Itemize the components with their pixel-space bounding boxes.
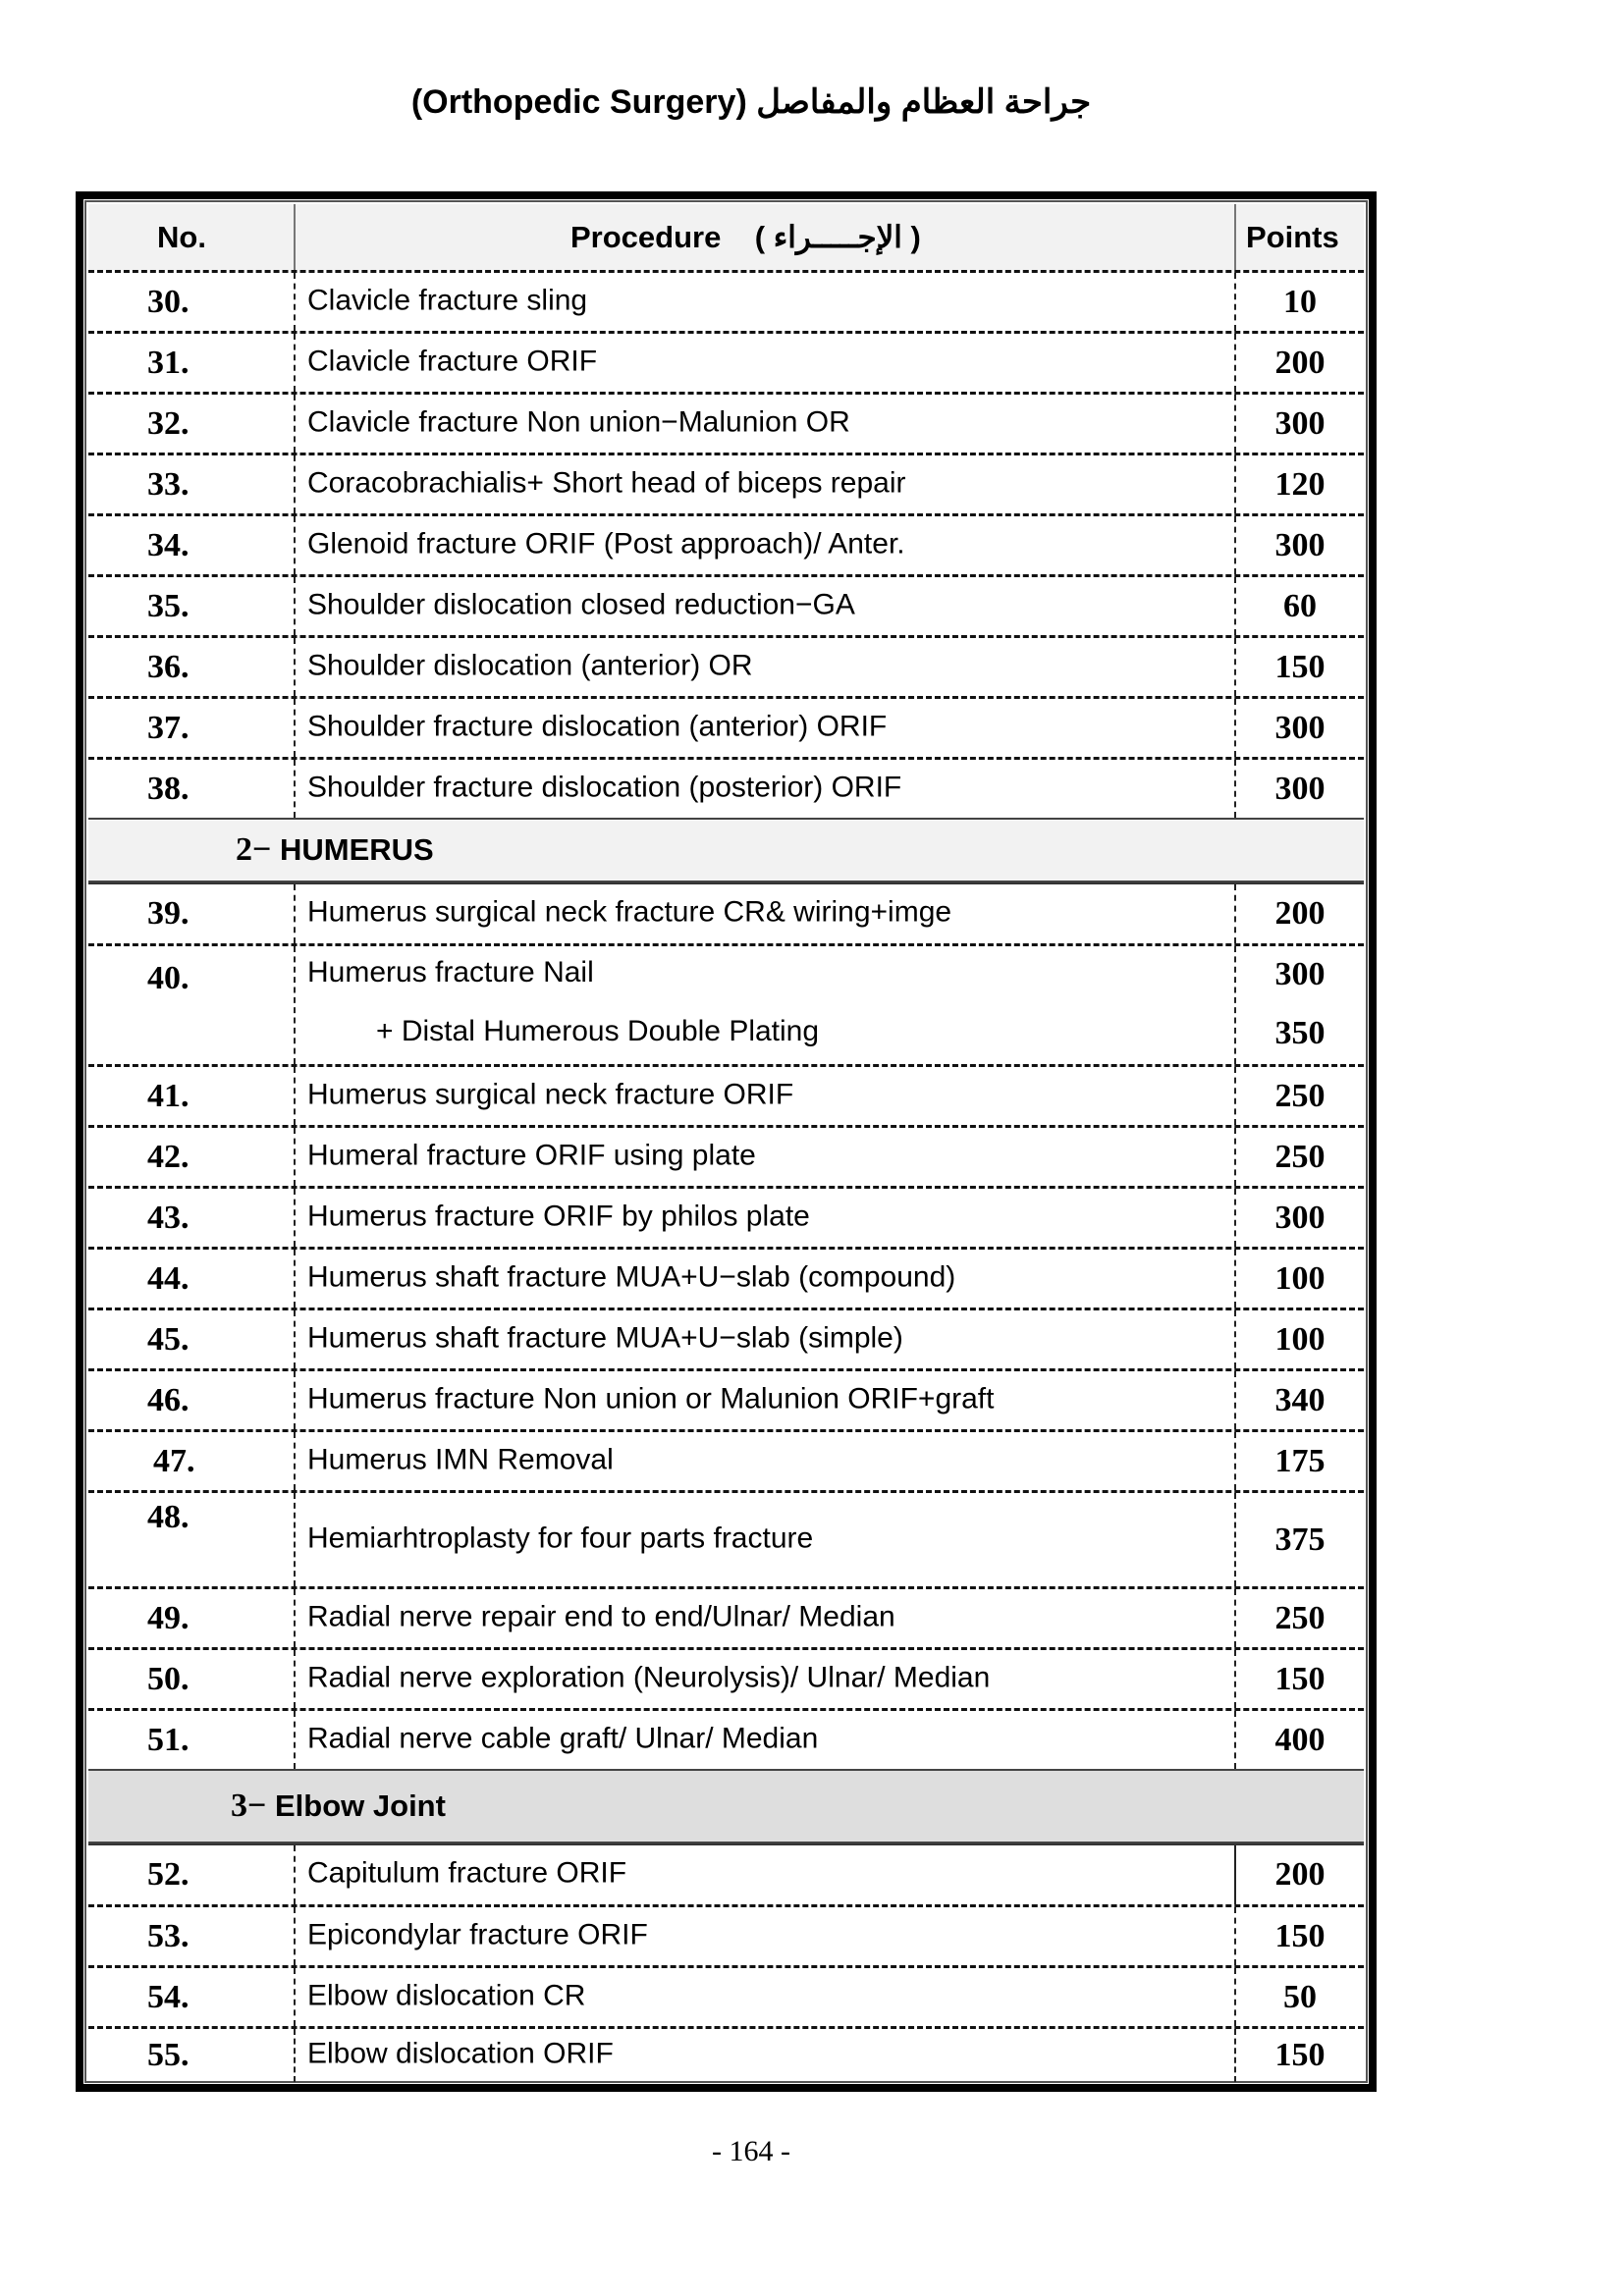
procedure-name: Humerus fracture Non union or Malunion ORIF+graft (307, 1381, 995, 1415)
row-number: 34. (147, 526, 189, 563)
table-row (88, 1064, 1364, 1125)
row-number: 54. (147, 1978, 189, 2015)
row-number: 51. (147, 1721, 189, 1758)
procedure-name: Humerus fracture ORIF by philos plate (307, 1199, 810, 1232)
points-value: 400 (1274, 1721, 1326, 1758)
points-value: 150 (1274, 648, 1326, 685)
table-body (83, 199, 1369, 2084)
table-row (88, 1904, 1364, 1965)
procedure-name: Humerus IMN Removal (307, 1442, 614, 1475)
procedure-name: Radial nerve repair end to end/Ulnar/ Median (307, 1599, 895, 1632)
points-value: 150 (1274, 1917, 1326, 1954)
procedure-name: Elbow dislocation CR (307, 1978, 586, 2011)
row-number: 30. (147, 283, 189, 320)
sub-points-value: 350 (1274, 1015, 1326, 1051)
table-row (88, 574, 1364, 635)
page-title: (Orthopedic Surgery) جراحة العظام والمفاصل (410, 83, 1092, 121)
header-no-cell (88, 204, 296, 270)
procedure-name: Radial nerve exploration (Neurolysis)/ Ulnar/ Median (307, 1660, 991, 1693)
row-number: 47. (153, 1442, 195, 1479)
table-row (88, 270, 1364, 331)
procedure-name: Shoulder fracture dislocation (posterior) ORIF (307, 770, 902, 803)
table-row (88, 1429, 1364, 1490)
row-number: 32. (147, 404, 189, 442)
table-row (88, 2026, 1364, 2082)
procedure-name: Humerus shaft fracture MUA+U−slab (simple) (307, 1320, 903, 1354)
section-number: 2− (236, 831, 272, 868)
procedure-name: Glenoid fracture ORIF (Post approach)/ Anter. (307, 526, 905, 560)
points-value: 300 (1274, 1199, 1326, 1236)
table-row (88, 453, 1364, 513)
procedure-name: Elbow dislocation ORIF (307, 2037, 614, 2070)
points-value: 200 (1274, 895, 1326, 932)
points-value: 150 (1274, 1660, 1326, 1697)
row-number: 53. (147, 1917, 189, 1954)
points-value: 300 (1274, 526, 1326, 563)
row-number: 35. (147, 587, 189, 624)
section-label: Elbow Joint (275, 1789, 446, 1823)
header-procedure: Procedure ( الإجـــــراء ) (570, 219, 921, 254)
table-row (88, 635, 1364, 696)
row-number: 55. (147, 2037, 189, 2073)
sub-procedure-name: + Distal Humerous Double Plating (376, 1015, 820, 1047)
table-header-row (88, 204, 1364, 270)
row-number: 31. (147, 344, 189, 381)
procedure-name: Humerus surgical neck fracture ORIF (307, 1077, 794, 1110)
row-number: 33. (147, 465, 189, 503)
header-points: Points (1246, 219, 1339, 254)
procedure-name: Shoulder dislocation (anterior) OR (307, 648, 753, 681)
table-row (88, 1586, 1364, 1647)
row-number: 46. (147, 1381, 189, 1418)
points-value: 250 (1274, 1077, 1326, 1114)
row-number: 40. (147, 960, 189, 996)
header-procedure-cell (296, 204, 1236, 270)
row-number: 36. (147, 648, 189, 685)
procedure-name: Radial nerve cable graft/ Ulnar/ Median (307, 1721, 819, 1754)
row-number: 43. (147, 1199, 189, 1236)
table-row (88, 1647, 1364, 1708)
points-value: 150 (1274, 2037, 1326, 2073)
row-number: 49. (147, 1599, 189, 1636)
table-row (88, 882, 1364, 943)
points-value: 250 (1274, 1599, 1326, 1636)
section-number: 3− (231, 1788, 267, 1824)
row-number: 44. (147, 1259, 189, 1297)
section-header-humerus (88, 818, 1364, 882)
table-row (88, 757, 1364, 818)
points-value: 200 (1274, 1856, 1326, 1893)
row-number: 37. (147, 709, 189, 746)
points-value: 120 (1274, 465, 1326, 503)
points-value: 375 (1274, 1521, 1326, 1558)
table-row (88, 943, 1364, 1064)
procedure-name: Shoulder dislocation closed reduction−GA (307, 587, 855, 620)
table-row (88, 696, 1364, 757)
table-row (88, 392, 1364, 453)
procedure-name: Shoulder fracture dislocation (anterior) ORIF (307, 709, 888, 742)
procedure-name: Capitulum fracture ORIF (307, 1856, 627, 1890)
points-value: 250 (1274, 1138, 1326, 1175)
table-row (88, 513, 1364, 574)
table-row (88, 1965, 1364, 2026)
row-number: 45. (147, 1320, 189, 1358)
procedure-name: Clavicle fracture Non union−Malunion OR (307, 404, 850, 438)
procedure-name: Humerus fracture Nail (307, 956, 594, 988)
row-number: 38. (147, 770, 189, 807)
points-value: 60 (1283, 587, 1317, 624)
table-row (88, 331, 1364, 392)
table-row (88, 1247, 1364, 1308)
table-row (88, 1125, 1364, 1186)
table-row (88, 1368, 1364, 1429)
row-number: 42. (147, 1138, 189, 1175)
procedure-name: Hemiarhtroplasty for four parts fracture (307, 1521, 814, 1554)
row-number: 52. (147, 1856, 189, 1893)
section-label: HUMERUS (280, 832, 434, 867)
points-value: 100 (1274, 1320, 1326, 1358)
section-header-elbow (88, 1769, 1364, 1843)
points-value: 10 (1283, 283, 1317, 320)
row-number: 41. (147, 1077, 189, 1114)
procedure-name: Humerus surgical neck fracture CR& wiring+imge (307, 895, 952, 929)
table-row (88, 1843, 1364, 1904)
points-value: 300 (1274, 709, 1326, 746)
procedure-name: Coracobrachialis+ Short head of biceps repair (307, 465, 906, 499)
points-value: 50 (1283, 1978, 1317, 2015)
points-value: 175 (1274, 1442, 1326, 1479)
table-row (88, 1308, 1364, 1368)
procedure-name: Clavicle fracture ORIF (307, 344, 598, 377)
points-value: 100 (1274, 1259, 1326, 1297)
points-value: 300 (1274, 404, 1326, 442)
row-number: 39. (147, 895, 189, 932)
procedure-name: Humeral fracture ORIF using plate (307, 1138, 756, 1171)
page-number: - 164 - (712, 2135, 790, 2167)
header-points-cell (1236, 204, 1364, 270)
points-value: 300 (1274, 770, 1326, 807)
table-row (88, 1490, 1364, 1586)
table-row (88, 1708, 1364, 1769)
procedure-name: Clavicle fracture sling (307, 283, 588, 316)
row-number: 50. (147, 1660, 189, 1697)
header-no: No. (157, 219, 206, 254)
points-value: 340 (1274, 1381, 1326, 1418)
points-value: 300 (1274, 956, 1326, 992)
row-number: 48. (147, 1499, 189, 1535)
procedures-table (76, 191, 1377, 2092)
table-row (88, 1186, 1364, 1247)
procedure-name: Humerus shaft fracture MUA+U−slab (compound) (307, 1259, 956, 1293)
points-value: 200 (1274, 344, 1326, 381)
procedure-name: Epicondylar fracture ORIF (307, 1917, 648, 1950)
